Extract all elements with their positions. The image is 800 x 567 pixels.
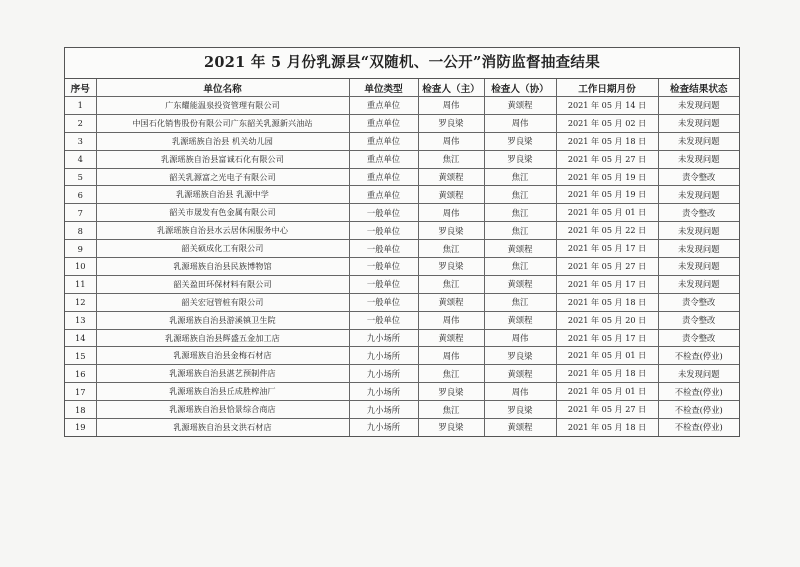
cell-unit-name: 乳源瑶族自治县 机关幼儿园 xyxy=(96,132,349,150)
cell-no: 17 xyxy=(65,383,96,401)
cell-no: 8 xyxy=(65,222,96,240)
cell-no: 5 xyxy=(65,168,96,186)
cell-unit-type: 一般单位 xyxy=(349,293,418,311)
cell-unit-name: 乳源瑶族自治县湛艺预制件店 xyxy=(96,365,349,383)
cell-unit-type: 重点单位 xyxy=(349,132,418,150)
cell-unit-name: 乳源瑶族自治县 乳源中学 xyxy=(96,186,349,204)
cell-inspector-main: 焦江 xyxy=(418,150,484,168)
cell-inspector-main: 焦江 xyxy=(418,365,484,383)
cell-date: 2021 年 05 月 27 日 xyxy=(556,258,658,276)
cell-unit-type: 九小场所 xyxy=(349,383,418,401)
cell-unit-type: 重点单位 xyxy=(349,97,418,115)
cell-status: 未发现问题 xyxy=(658,222,739,240)
cell-date: 2021 年 05 月 20 日 xyxy=(556,311,658,329)
cell-inspector-main: 罗良梁 xyxy=(418,419,484,436)
cell-status: 未发现问题 xyxy=(658,186,739,204)
cell-unit-name: 乳源瑶族自治县水云居休闲服务中心 xyxy=(96,222,349,240)
cell-unit-name: 乳源瑶族自治县丘成胜榨油厂 xyxy=(96,383,349,401)
cell-unit-name: 韶关盈田环保材料有限公司 xyxy=(96,275,349,293)
cell-status: 未发现问题 xyxy=(658,132,739,150)
cell-inspector-main: 罗良梁 xyxy=(418,258,484,276)
cell-status: 不检查(停业) xyxy=(658,419,739,436)
table-row xyxy=(65,168,739,186)
cell-unit-type: 九小场所 xyxy=(349,347,418,365)
header-no: 序号 xyxy=(65,79,96,97)
cell-no: 18 xyxy=(65,401,96,419)
cell-unit-type: 一般单位 xyxy=(349,222,418,240)
document-title: 2021 年 5 月份乳源县“双随机、一公开”消防监督抽查结果 xyxy=(65,48,739,79)
cell-inspector-assist: 罗良梁 xyxy=(484,132,556,150)
cell-no: 10 xyxy=(65,258,96,276)
table-row xyxy=(65,150,739,168)
cell-unit-type: 一般单位 xyxy=(349,258,418,276)
cell-unit-name: 韶关硕成化工有限公司 xyxy=(96,240,349,258)
cell-inspector-assist: 罗良梁 xyxy=(484,401,556,419)
cell-date: 2021 年 05 月 27 日 xyxy=(556,401,658,419)
cell-unit-name: 乳源瑶族自治县文洪石材店 xyxy=(96,419,349,436)
cell-date: 2021 年 05 月 01 日 xyxy=(556,383,658,401)
cell-status: 不检查(停业) xyxy=(658,401,739,419)
table-row xyxy=(65,240,739,258)
header-name: 单位名称 xyxy=(96,79,349,97)
table-row xyxy=(65,275,739,293)
cell-inspector-assist: 焦江 xyxy=(484,293,556,311)
cell-no: 16 xyxy=(65,365,96,383)
cell-inspector-assist: 焦江 xyxy=(484,168,556,186)
cell-inspector-main: 罗良梁 xyxy=(418,114,484,132)
cell-inspector-main: 焦江 xyxy=(418,240,484,258)
cell-date: 2021 年 05 月 18 日 xyxy=(556,419,658,436)
cell-date: 2021 年 05 月 18 日 xyxy=(556,365,658,383)
cell-date: 2021 年 05 月 27 日 xyxy=(556,150,658,168)
cell-inspector-assist: 周伟 xyxy=(484,329,556,347)
cell-status: 未发现问题 xyxy=(658,114,739,132)
cell-inspector-main: 周伟 xyxy=(418,204,484,222)
table-row xyxy=(65,204,739,222)
cell-inspector-main: 罗良梁 xyxy=(418,222,484,240)
cell-status: 责令整改 xyxy=(658,293,739,311)
table-row xyxy=(65,293,739,311)
cell-inspector-assist: 黄颂程 xyxy=(484,275,556,293)
cell-status: 未发现问题 xyxy=(658,97,739,115)
header-date: 工作日期月份 xyxy=(556,79,658,97)
cell-unit-type: 九小场所 xyxy=(349,365,418,383)
cell-unit-name: 乳源瑶族自治县恰景综合商店 xyxy=(96,401,349,419)
cell-status: 责令整改 xyxy=(658,204,739,222)
table-row xyxy=(65,383,739,401)
cell-inspector-main: 黄颂程 xyxy=(418,293,484,311)
cell-date: 2021 年 05 月 18 日 xyxy=(556,132,658,150)
cell-inspector-assist: 周伟 xyxy=(484,383,556,401)
table-row xyxy=(65,311,739,329)
cell-inspector-assist: 黄颂程 xyxy=(484,240,556,258)
table-row xyxy=(65,132,739,150)
cell-unit-type: 重点单位 xyxy=(349,168,418,186)
cell-inspector-main: 黄颂程 xyxy=(418,329,484,347)
table-row xyxy=(65,222,739,240)
table-row xyxy=(65,114,739,132)
cell-unit-type: 九小场所 xyxy=(349,419,418,436)
table-row xyxy=(65,258,739,276)
cell-inspector-assist: 黄颂程 xyxy=(484,365,556,383)
cell-no: 7 xyxy=(65,204,96,222)
cell-no: 9 xyxy=(65,240,96,258)
cell-unit-type: 重点单位 xyxy=(349,150,418,168)
cell-unit-name: 韶关乳源富之光电子有限公司 xyxy=(96,168,349,186)
cell-status: 未发现问题 xyxy=(658,365,739,383)
cell-date: 2021 年 05 月 14 日 xyxy=(556,97,658,115)
results-table xyxy=(65,79,739,436)
cell-inspector-assist: 焦江 xyxy=(484,204,556,222)
cell-no: 19 xyxy=(65,419,96,436)
cell-unit-type: 一般单位 xyxy=(349,204,418,222)
cell-unit-name: 乳源瑶族自治县富诚石化有限公司 xyxy=(96,150,349,168)
cell-unit-name: 乳源瑶族自治县辉盛五金加工店 xyxy=(96,329,349,347)
cell-unit-type: 九小场所 xyxy=(349,401,418,419)
cell-inspector-main: 周伟 xyxy=(418,311,484,329)
cell-no: 4 xyxy=(65,150,96,168)
table-row xyxy=(65,347,739,365)
cell-date: 2021 年 05 月 17 日 xyxy=(556,240,658,258)
cell-unit-name: 乳源瑶族自治县民族博物馆 xyxy=(96,258,349,276)
cell-unit-name: 中国石化销售股份有限公司广东韶关乳源新兴油站 xyxy=(96,114,349,132)
cell-inspector-assist: 黄颂程 xyxy=(484,419,556,436)
table-row xyxy=(65,97,739,115)
cell-unit-name: 乳源瑶族自治县金梅石材店 xyxy=(96,347,349,365)
cell-status: 不检查(停业) xyxy=(658,347,739,365)
cell-no: 2 xyxy=(65,114,96,132)
cell-status: 未发现问题 xyxy=(658,150,739,168)
cell-no: 13 xyxy=(65,311,96,329)
cell-unit-name: 韶关宏冠管桩有限公司 xyxy=(96,293,349,311)
cell-inspector-assist: 罗良梁 xyxy=(484,347,556,365)
cell-inspector-main: 黄颂程 xyxy=(418,168,484,186)
cell-inspector-main: 周伟 xyxy=(418,132,484,150)
cell-no: 3 xyxy=(65,132,96,150)
cell-date: 2021 年 05 月 19 日 xyxy=(556,186,658,204)
cell-inspector-assist: 黄颂程 xyxy=(484,97,556,115)
cell-unit-type: 重点单位 xyxy=(349,114,418,132)
cell-no: 6 xyxy=(65,186,96,204)
cell-inspector-main: 焦江 xyxy=(418,275,484,293)
cell-status: 未发现问题 xyxy=(658,258,739,276)
cell-inspector-main: 黄颂程 xyxy=(418,186,484,204)
cell-inspector-assist: 周伟 xyxy=(484,114,556,132)
cell-no: 14 xyxy=(65,329,96,347)
cell-unit-type: 一般单位 xyxy=(349,240,418,258)
cell-date: 2021 年 05 月 22 日 xyxy=(556,222,658,240)
cell-inspector-assist: 焦江 xyxy=(484,222,556,240)
cell-date: 2021 年 05 月 17 日 xyxy=(556,275,658,293)
header-status: 检查结果状态 xyxy=(658,79,739,97)
cell-unit-type: 重点单位 xyxy=(349,186,418,204)
cell-unit-name: 广东耀能温泉投资管理有限公司 xyxy=(96,97,349,115)
header-type: 单位类型 xyxy=(349,79,418,97)
cell-inspector-main: 罗良梁 xyxy=(418,383,484,401)
cell-unit-name: 乳源瑶族自治县游溪镇卫生院 xyxy=(96,311,349,329)
table-row xyxy=(65,401,739,419)
table-row xyxy=(65,365,739,383)
cell-inspector-main: 周伟 xyxy=(418,347,484,365)
cell-no: 15 xyxy=(65,347,96,365)
cell-status: 未发现问题 xyxy=(658,275,739,293)
cell-no: 1 xyxy=(65,97,96,115)
cell-status: 未发现问题 xyxy=(658,240,739,258)
table-header-row xyxy=(65,79,739,97)
cell-inspector-assist: 焦江 xyxy=(484,258,556,276)
cell-status: 责令整改 xyxy=(658,311,739,329)
cell-date: 2021 年 05 月 02 日 xyxy=(556,114,658,132)
cell-unit-type: 一般单位 xyxy=(349,275,418,293)
cell-unit-name: 韶关市晟发有色金属有限公司 xyxy=(96,204,349,222)
cell-date: 2021 年 05 月 01 日 xyxy=(556,347,658,365)
cell-no: 11 xyxy=(65,275,96,293)
cell-date: 2021 年 05 月 01 日 xyxy=(556,204,658,222)
table-row xyxy=(65,419,739,436)
cell-inspector-main: 周伟 xyxy=(418,97,484,115)
table-row xyxy=(65,186,739,204)
cell-date: 2021 年 05 月 18 日 xyxy=(556,293,658,311)
cell-inspector-assist: 罗良梁 xyxy=(484,150,556,168)
cell-date: 2021 年 05 月 19 日 xyxy=(556,168,658,186)
results-sheet xyxy=(64,47,740,437)
header-inspector-main: 检查人（主） xyxy=(418,79,484,97)
cell-unit-type: 九小场所 xyxy=(349,329,418,347)
header-inspector-assist: 检查人（协） xyxy=(484,79,556,97)
cell-status: 责令整改 xyxy=(658,329,739,347)
cell-no: 12 xyxy=(65,293,96,311)
cell-inspector-main: 焦江 xyxy=(418,401,484,419)
cell-status: 责令整改 xyxy=(658,168,739,186)
cell-unit-type: 一般单位 xyxy=(349,311,418,329)
cell-status: 不检查(停业) xyxy=(658,383,739,401)
cell-inspector-assist: 焦江 xyxy=(484,186,556,204)
table-row xyxy=(65,329,739,347)
cell-inspector-assist: 黄颂程 xyxy=(484,311,556,329)
cell-date: 2021 年 05 月 17 日 xyxy=(556,329,658,347)
